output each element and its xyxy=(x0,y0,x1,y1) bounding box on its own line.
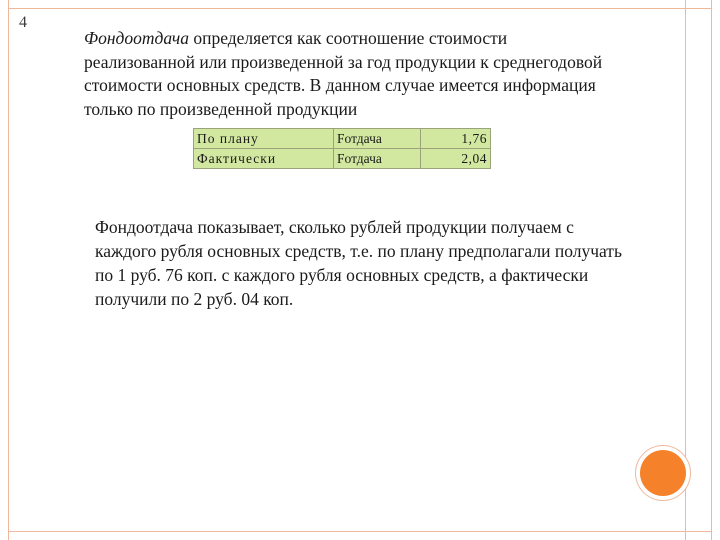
intro-paragraph xyxy=(84,27,604,121)
frame-border-top xyxy=(8,0,712,9)
conclusion-paragraph: Фондоотдача показывает, сколько рублей продукции получаем с каждого рубля основных средств, т.е. по плану предполагали получать по 1 руб. 76 коп. с каждого рубля основных средств, а фактически получили по 2 руб. 04 коп. xyxy=(95,217,622,309)
row-label: По плану xyxy=(194,129,334,149)
term-fondootdacha: Фондоотдача xyxy=(84,28,189,48)
row-label: Фактически xyxy=(194,149,334,169)
table-row xyxy=(194,129,491,149)
frame-border-right-inner xyxy=(685,0,686,540)
row-indicator: Fотдача xyxy=(334,129,421,149)
frame-border-right xyxy=(711,0,720,540)
intro-text: определяется как соотношение стоимости реализованной или произведенной за год продукции к среднегодовой стоимости основных средств. В данном случае имеется информация только по произведенной продукции xyxy=(84,28,603,119)
row-value: 2,04 xyxy=(421,149,491,169)
frame-border-bottom xyxy=(8,531,712,540)
row-value: 1,76 xyxy=(421,129,491,149)
frame-border-left xyxy=(0,0,9,540)
slide-number: 4 xyxy=(19,14,27,31)
efficiency-table xyxy=(193,128,491,169)
decorative-circle xyxy=(640,450,686,496)
table-row xyxy=(194,149,491,169)
row-indicator: Fотдача xyxy=(334,149,421,169)
